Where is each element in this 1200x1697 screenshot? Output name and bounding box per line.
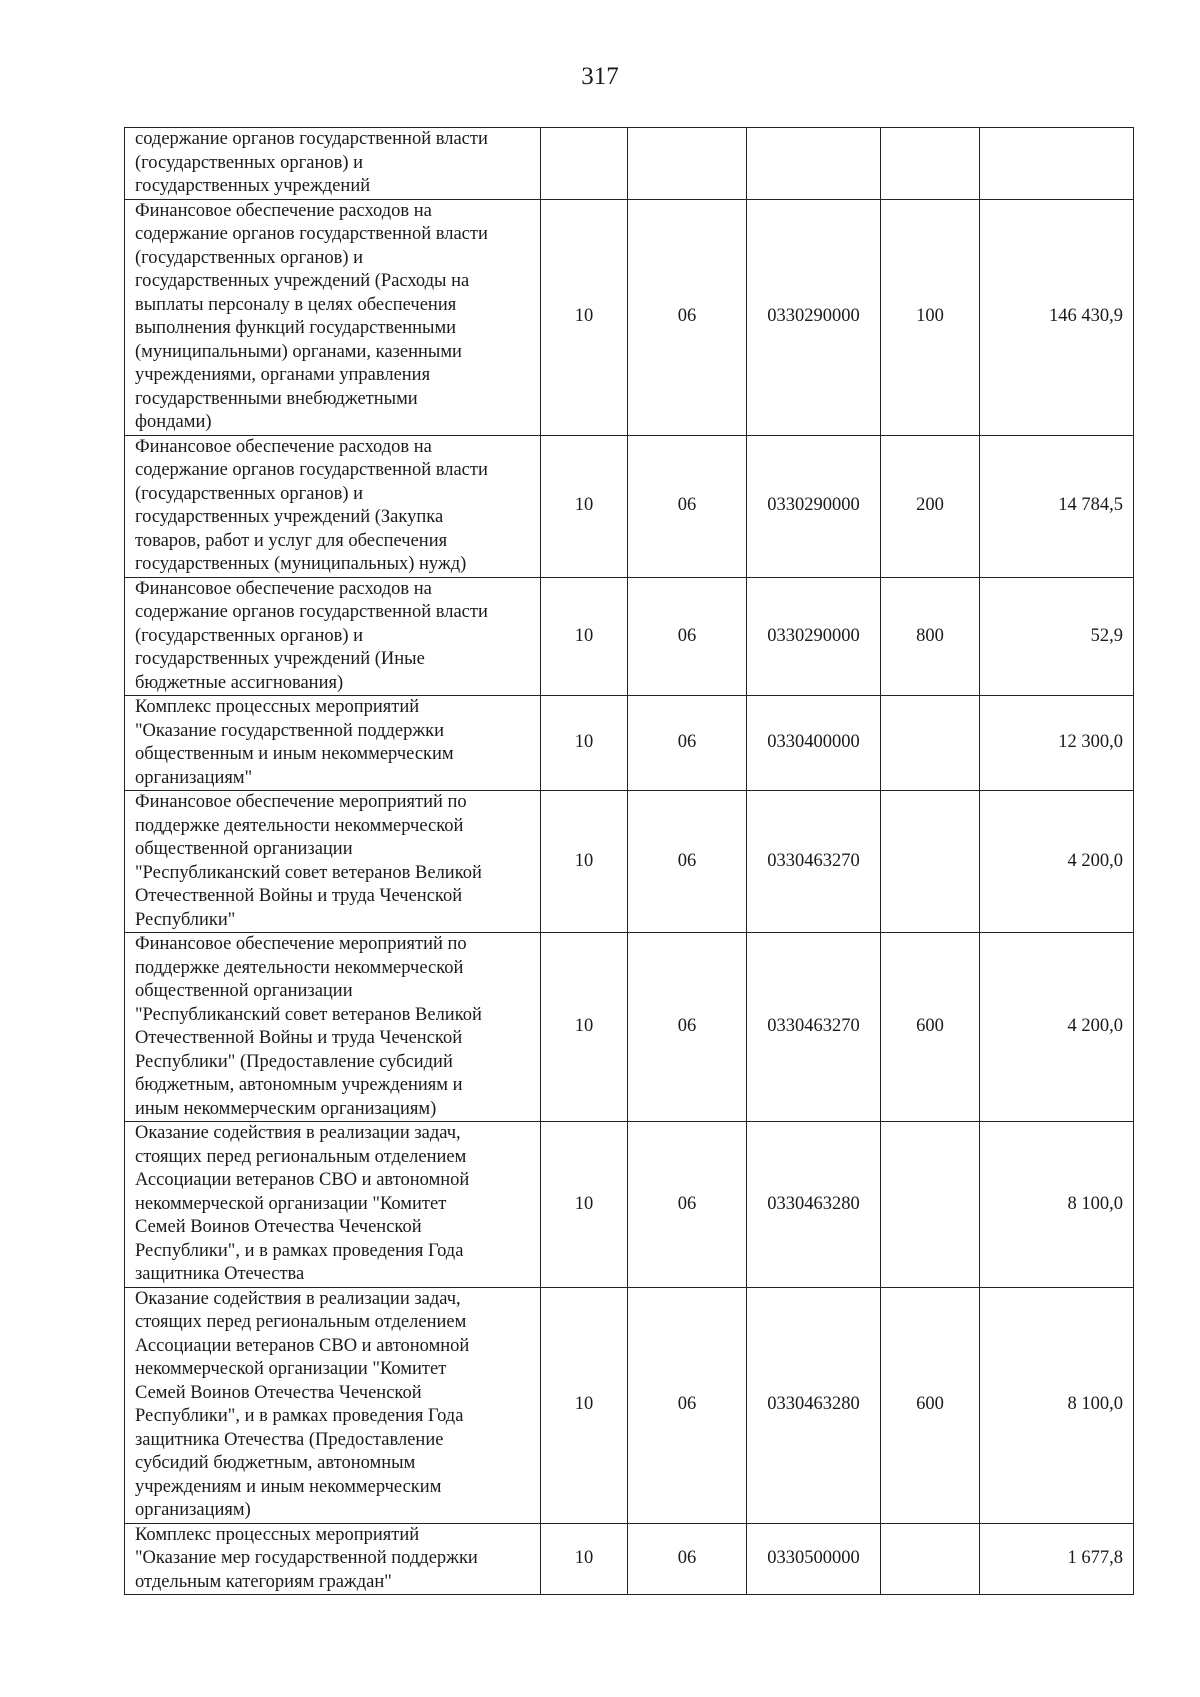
subsection-code: 06 — [628, 199, 747, 435]
description-line: стоящих перед региональным отделением — [135, 1146, 467, 1167]
target-article-code: 0330400000 — [747, 696, 881, 791]
description-line: Оказание содействия в реализации задач, — [135, 1288, 461, 1309]
description-line: Республики" — [135, 909, 236, 930]
description-line: Ассоциации ветеранов СВО и автономной — [135, 1335, 470, 1356]
table-row — [125, 696, 1134, 791]
amount: 12 300,0 — [980, 696, 1134, 791]
target-article-code: 0330290000 — [747, 577, 881, 696]
amount — [980, 128, 1134, 200]
description-line: государственными внебюджетными — [135, 388, 418, 409]
description-line: Республики" (Предоставление субсидий — [135, 1051, 453, 1072]
description-line: некоммерческой организации "Комитет — [135, 1193, 447, 1214]
expense-type-code: 200 — [881, 435, 980, 577]
description-line: учреждениям и иным некоммерческим — [135, 1476, 442, 1497]
subsection-code: 06 — [628, 1287, 747, 1523]
description-line: бюджетным, автономным учреждениям и — [135, 1075, 463, 1095]
description-line: иным некоммерческим организациям) — [135, 1098, 437, 1119]
description-line: "Республиканский совет ветеранов Великой — [135, 1004, 482, 1025]
description-line: поддержке деятельности некоммерческой — [135, 815, 464, 836]
budget-table-body — [125, 128, 1134, 1595]
row-description — [125, 577, 541, 696]
subsection-code: 06 — [628, 435, 747, 577]
description-line: Отечественной Войны и труда Чеченской — [135, 886, 463, 906]
target-article-code: 0330500000 — [747, 1523, 881, 1595]
expense-type-code: 600 — [881, 1287, 980, 1523]
section-code: 10 — [541, 791, 628, 933]
description-line: Оказание содействия в реализации задач, — [135, 1123, 461, 1143]
description-line: содержание органов государственной власти — [135, 602, 488, 622]
description-line: "Республиканский совет ветеранов Великой — [135, 862, 482, 883]
target-article-code: 0330290000 — [747, 199, 881, 435]
expense-type-code: 800 — [881, 577, 980, 696]
description-line: государственных учреждений (Расходы на — [135, 271, 470, 291]
row-description — [125, 791, 541, 933]
description-line: выполнения функций государственными — [135, 318, 457, 338]
expense-type-code: 100 — [881, 199, 980, 435]
subsection-code: 06 — [628, 696, 747, 791]
table-row — [125, 1287, 1134, 1523]
subsection-code: 06 — [628, 1523, 747, 1595]
amount: 52,9 — [980, 577, 1134, 696]
table-row — [125, 1122, 1134, 1288]
row-description — [125, 1523, 541, 1595]
description-line: государственных учреждений (Иные — [135, 649, 425, 669]
description-line: Финансовое обеспечение расходов на — [135, 200, 432, 221]
amount: 4 200,0 — [980, 791, 1134, 933]
description-line: товаров, работ и услуг для обеспечения — [135, 530, 448, 551]
description-line: некоммерческой организации "Комитет — [135, 1359, 447, 1379]
description-line: Финансовое обеспечение мероприятий по — [135, 934, 467, 954]
description-line: содержание органов государственной власти — [135, 224, 488, 244]
description-line: поддержке деятельности некоммерческой — [135, 957, 464, 978]
table-row — [125, 1523, 1134, 1595]
target-article-code: 0330463270 — [747, 933, 881, 1122]
expense-type-code — [881, 128, 980, 200]
description-line: Комплекс процессных мероприятий — [135, 1524, 420, 1545]
section-code: 10 — [541, 199, 628, 435]
page-number: 317 — [581, 63, 619, 90]
description-line: общественной организации — [135, 839, 353, 859]
description-line: (государственных органов) и — [135, 483, 364, 504]
row-description — [125, 696, 541, 791]
description-line: Семей Воинов Отечества Чеченской — [135, 1217, 422, 1237]
description-line: содержание органов государственной власти — [135, 460, 488, 480]
amount: 146 430,9 — [980, 199, 1134, 435]
description-line: государственных (муниципальных) нужд) — [135, 554, 467, 574]
expense-type-code — [881, 1523, 980, 1595]
target-article-code: 0330463280 — [747, 1287, 881, 1523]
description-line: организациям) — [135, 1500, 251, 1520]
amount: 8 100,0 — [980, 1287, 1134, 1523]
budget-table — [124, 127, 1134, 1595]
table-row — [125, 933, 1134, 1122]
section-code: 10 — [541, 1287, 628, 1523]
amount: 8 100,0 — [980, 1122, 1134, 1288]
description-line: (муниципальными) органами, казенными — [135, 341, 462, 362]
description-line: Финансовое обеспечение расходов на — [135, 436, 432, 457]
row-description — [125, 199, 541, 435]
target-article-code: 0330463270 — [747, 791, 881, 933]
row-description — [125, 933, 541, 1122]
description-line: отдельным категориям граждан" — [135, 1571, 392, 1592]
amount: 14 784,5 — [980, 435, 1134, 577]
amount: 4 200,0 — [980, 933, 1134, 1122]
section-code: 10 — [541, 577, 628, 696]
row-description — [125, 128, 541, 200]
description-line: Отечественной Войны и труда Чеченской — [135, 1028, 463, 1048]
section-code: 10 — [541, 933, 628, 1122]
description-line: бюджетные ассигнования) — [135, 672, 344, 693]
description-line: Республики", и в рамках проведения Года — [135, 1240, 464, 1261]
description-line: Финансовое обеспечение мероприятий по — [135, 792, 467, 812]
description-line: (государственных органов) и — [135, 152, 364, 173]
table-row — [125, 435, 1134, 577]
table-row — [125, 128, 1134, 200]
target-article-code: 0330290000 — [747, 435, 881, 577]
description-line: Финансовое обеспечение расходов на — [135, 578, 432, 599]
target-article-code — [747, 128, 881, 200]
table-row — [125, 577, 1134, 696]
description-line: Ассоциации ветеранов СВО и автономной — [135, 1170, 470, 1190]
row-description — [125, 1122, 541, 1288]
description-line: защитника Отечества — [135, 1264, 305, 1284]
description-line: стоящих перед региональным отделением — [135, 1312, 467, 1332]
subsection-code: 06 — [628, 933, 747, 1122]
section-code — [541, 128, 628, 200]
expense-type-code — [881, 696, 980, 791]
description-line: содержание органов государственной власти — [135, 129, 488, 149]
expense-type-code: 600 — [881, 933, 980, 1122]
description-line: государственных учреждений (Закупка — [135, 507, 444, 527]
expense-type-code — [881, 791, 980, 933]
description-line: фондами) — [135, 412, 212, 432]
target-article-code: 0330463280 — [747, 1122, 881, 1288]
description-line: субсидий бюджетным, автономным — [135, 1453, 416, 1473]
expense-type-code — [881, 1122, 980, 1288]
subsection-code: 06 — [628, 1122, 747, 1288]
description-line: учреждениями, органами управления — [135, 365, 431, 385]
section-code: 10 — [541, 1523, 628, 1595]
description-line: государственных учреждений — [135, 176, 371, 196]
description-line: Комплекс процессных мероприятий — [135, 697, 420, 717]
description-line: (государственных органов) и — [135, 247, 364, 268]
description-line: общественной организации — [135, 981, 353, 1001]
description-line: общественным и иным некоммерческим — [135, 744, 454, 764]
description-line: защитника Отечества (Предоставление — [135, 1429, 444, 1450]
description-line: организациям" — [135, 767, 253, 788]
description-line: "Оказание мер государственной поддержки — [135, 1548, 478, 1568]
description-line: (государственных органов) и — [135, 625, 364, 646]
section-code: 10 — [541, 435, 628, 577]
table-row — [125, 791, 1134, 933]
description-line: Семей Воинов Отечества Чеченской — [135, 1382, 422, 1403]
amount: 1 677,8 — [980, 1523, 1134, 1595]
subsection-code: 06 — [628, 577, 747, 696]
table-row — [125, 199, 1134, 435]
subsection-code: 06 — [628, 791, 747, 933]
row-description — [125, 1287, 541, 1523]
description-line: Республики", и в рамках проведения Года — [135, 1406, 464, 1426]
section-code: 10 — [541, 1122, 628, 1288]
description-line: выплаты персоналу в целях обеспечения — [135, 294, 457, 315]
row-description — [125, 435, 541, 577]
section-code: 10 — [541, 696, 628, 791]
description-line: "Оказание государственной поддержки — [135, 720, 445, 741]
subsection-code — [628, 128, 747, 200]
